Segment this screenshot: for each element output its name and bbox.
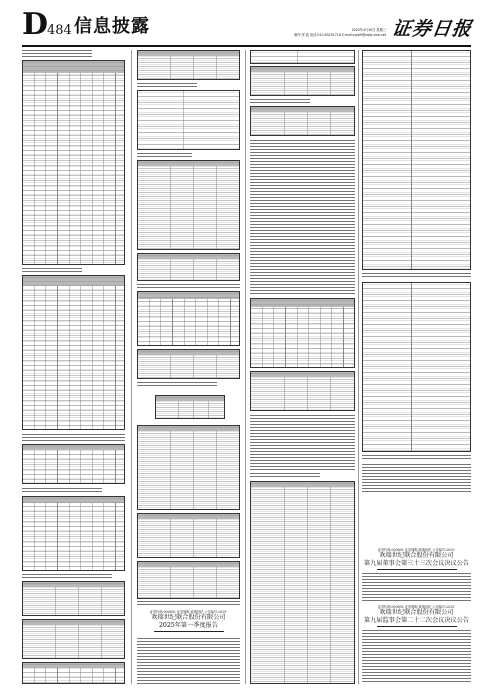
text-block	[362, 273, 471, 279]
financial-table	[137, 50, 240, 80]
financial-table	[155, 395, 225, 419]
announcement-rule	[154, 631, 224, 632]
column-divider	[131, 50, 132, 684]
column-4	[362, 50, 471, 684]
financial-table	[250, 50, 355, 64]
table-cells	[138, 51, 239, 79]
table-cells	[251, 372, 354, 410]
text-block	[22, 574, 112, 579]
table-cells	[23, 497, 124, 570]
issue-info	[266, 28, 386, 38]
text-block	[22, 434, 125, 442]
financial-table	[137, 90, 240, 150]
newspaper-masthead-logo: 证券日报	[390, 18, 474, 40]
financial-table	[137, 349, 240, 379]
financial-table	[22, 60, 125, 265]
text-block	[362, 455, 471, 461]
announcement-board-meeting	[362, 548, 471, 570]
table-cells	[138, 91, 239, 149]
announcement-code-line: 证券代码:000892 证券简称:欢瑞世纪 公告编号:2025-	[377, 605, 456, 609]
financial-table	[137, 253, 240, 281]
table-cells	[138, 350, 239, 378]
text-block	[137, 601, 240, 606]
table-cells	[138, 514, 239, 557]
table-cells	[363, 283, 470, 451]
financial-table	[22, 444, 125, 484]
header-rule	[22, 45, 471, 47]
table-cells	[138, 562, 239, 598]
announcement-rule	[377, 626, 457, 627]
text-block	[137, 638, 240, 684]
financial-table	[137, 425, 240, 510]
text-block	[22, 50, 92, 59]
financial-table	[137, 513, 240, 558]
editor-contact-line: 制作:李 波 电话:010-83251716 E-mail:zqrb9@zqrb.sina.net	[294, 33, 386, 37]
text-block	[137, 284, 240, 289]
section-title: 信息披露	[74, 16, 150, 37]
text-block	[137, 83, 197, 88]
financial-table	[22, 496, 125, 571]
announcement-company: 欢瑞世纪联合股份有限公司	[151, 614, 226, 621]
page-number: 484	[47, 23, 72, 38]
announcement-company: 欢瑞世纪联合股份有限公司	[379, 552, 454, 559]
text-block	[362, 573, 471, 603]
text-block	[22, 488, 102, 493]
table-cells	[251, 482, 354, 683]
financial-table	[362, 282, 471, 452]
table-cells	[251, 299, 354, 367]
table-cells	[363, 51, 470, 269]
financial-table	[22, 275, 125, 430]
text-block	[137, 153, 192, 158]
announcement-code-line: 证券代码:000892 证券简称:欢瑞世纪 公告编号:2025-	[149, 610, 228, 614]
column-3	[250, 50, 355, 684]
text-block	[22, 268, 82, 273]
column-divider	[245, 50, 246, 684]
page-header	[0, 0, 484, 46]
table-cells	[23, 663, 124, 683]
financial-table	[250, 371, 355, 411]
financial-table	[137, 561, 240, 599]
financial-table	[250, 481, 355, 684]
column-2	[137, 50, 240, 684]
page-letter: D	[22, 7, 49, 42]
financial-table	[250, 298, 355, 368]
financial-table	[22, 619, 125, 659]
financial-table	[22, 581, 125, 616]
text-block	[137, 382, 217, 387]
text-block	[250, 473, 320, 478]
table-cells	[138, 161, 239, 249]
announcement-subject: 第九届董事会第三十三次会议决议公告	[363, 560, 470, 567]
financial-table	[250, 66, 355, 96]
text-block	[250, 99, 310, 104]
announcement-q1-report	[137, 610, 240, 632]
table-cells	[138, 426, 239, 509]
issue-date: 2025年4月30日 星期三	[351, 28, 386, 32]
financial-table	[22, 662, 125, 684]
financial-table	[137, 160, 240, 250]
table-cells	[251, 51, 354, 63]
table-cells	[23, 276, 124, 429]
column-divider	[358, 50, 359, 684]
table-cells	[23, 620, 124, 658]
table-cells	[138, 292, 239, 345]
announcement-company: 欢瑞世纪联合股份有限公司	[379, 609, 454, 616]
table-cells	[23, 61, 124, 264]
table-cells	[23, 445, 124, 483]
announcement-supervisory-meeting	[362, 605, 471, 627]
table-cells	[251, 67, 354, 95]
column-1	[22, 50, 125, 684]
announcement-rule	[377, 569, 457, 570]
table-cells	[251, 107, 354, 135]
table-cells	[23, 582, 124, 615]
announcement-code-line: 证券代码:000892 证券简称:欢瑞世纪 公告编号:2025-	[377, 548, 456, 552]
financial-table	[362, 50, 471, 270]
text-block	[250, 415, 355, 470]
announcement-subject: 2025年第一季度报告	[158, 622, 219, 629]
table-cells	[138, 254, 239, 280]
financial-table	[137, 291, 240, 346]
text-block	[362, 630, 471, 684]
table-cells	[156, 396, 224, 418]
announcement-subject: 第九届监事会第二十二次会议决议公告	[363, 617, 470, 624]
financial-table	[250, 106, 355, 136]
text-block	[362, 464, 471, 494]
text-block	[250, 140, 355, 295]
